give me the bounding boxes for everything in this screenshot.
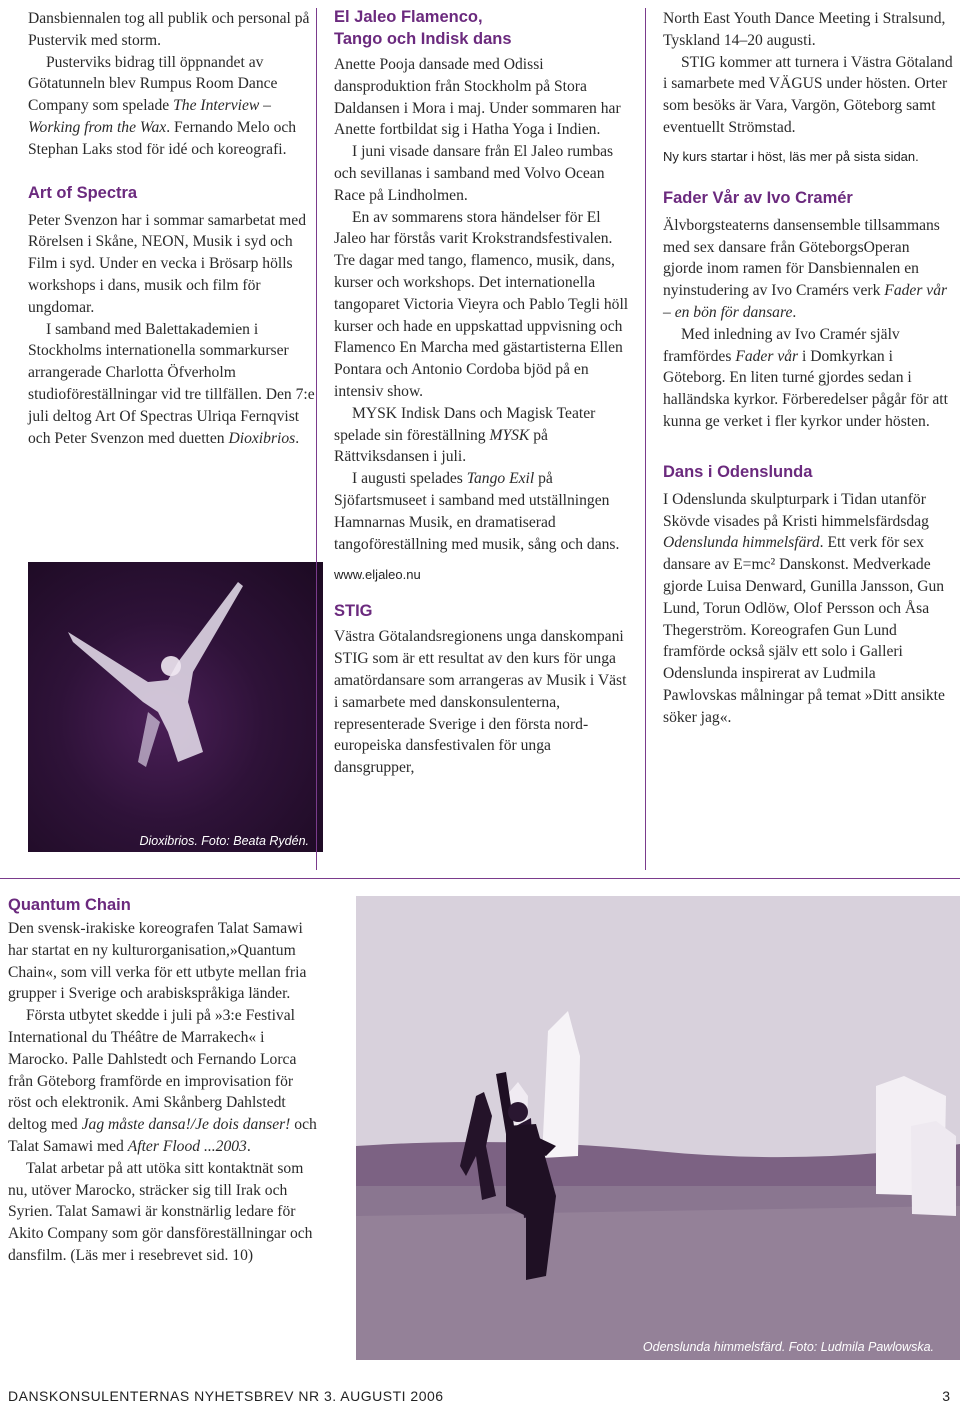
course-notice: Ny kurs startar i höst, läs mer på sista sidan. <box>663 148 919 164</box>
odenslunda-caption: Odenslunda himmelsfärd. Foto: Ludmila Pawlowska. <box>642 1340 934 1354</box>
footer-publication: DANSKONSULENTERNAS NYHETSBREV NR 3. AUGUSTI 2006 <box>8 1388 444 1404</box>
column-1 <box>28 8 324 449</box>
column-3 <box>663 8 953 729</box>
page-number: 3 <box>942 1388 950 1404</box>
heading-el-jaleo: El Jaleo Flamenco, Tango och Indisk dans <box>334 8 512 48</box>
eljaleo-link[interactable]: www.eljaleo.nu <box>334 567 421 583</box>
art-of-spectra-paragraph-2: I samband med Balettakademien i Stockholms internationella sommarkurser arrangerade Charlotta Öfverholm studioföreställningar vid tre tillfällen. Den 7:e juli deltog Art Of Spectras Ulriqa Fernqvist och Peter Svenzon med duetten Dioxibrios. <box>28 320 315 447</box>
quantum-chain-paragraph-3: Talat arbetar på att utöka sitt kontaktnät som nu, utöver Marocko, sträcker sig till Irak och Syrien. Talat Samawi är konstnärlig ledare för Akito Company som gör dansföreställningar och dansfilm. (Läs mer i resebrevet sid. 10) <box>8 1159 313 1264</box>
column-divider-1 <box>316 8 317 870</box>
column-2 <box>334 6 632 779</box>
el-jaleo-paragraph-4: MYSK Indisk Dans och Magisk Teater spelade sin föreställning MYSK på Rättviksdansen i juli. <box>334 404 596 466</box>
bottom-column <box>8 894 320 1267</box>
north-east-paragraph: North East Youth Dance Meeting i Stralsund, Tyskland 14–20 augusti. <box>663 10 946 49</box>
rumpus-paragraph: Pusterviks bidrag till öppnandet av Götatunneln blev Rumpus Room Dance Company som spelade The Interview – Working from the Wax. Fernando Melo och Stephan Laks stod för idé och koreografi. <box>28 53 297 158</box>
sculpture-park-image <box>356 896 960 1360</box>
heading-art-of-spectra: Art of Spectra <box>28 183 138 202</box>
odenslunda-photo <box>356 896 960 1360</box>
odenslunda-paragraph: I Odenslunda skulpturpark i Tidan utanför Skövde visades på Kristi himmelsfärdsdag Odenslunda himmelsfärd. Ett verk för sex dansare av E=mc² Danskonst. Medverkade gjorde Luisa Denward, Gunilla Jansson, Gun Lund, Torun Odlöw, Olof Persson och Åsa Thegerström. Koreografen Gun Lund framförde också själv ett solo i Galleri Odenslunda inspirerat av Ludmila Pawlovskas målningar på temat »Ditt ansikte söker jag«. <box>663 490 945 726</box>
fader-var-paragraph-1: Älvborgsteaterns dansensemble tillsammans med sex dansare från GöteborgsOperan gjorde inom ramen för Dansbiennalen en nyinstudering av Ivo Cramérs verk Fader vår – en bön för dansare. <box>663 216 948 321</box>
dioxibrios-photo <box>28 562 323 852</box>
dancer-silhouette-image <box>28 562 323 852</box>
art-of-spectra-paragraph-1: Peter Svenzon har i sommar samarbetat med Rörelsen i Skåne, NEON, Musik i syd och Film i syd. Under en vecka i Brösarp hölls workshops i dans, musik och film för ungdomar. <box>28 211 306 316</box>
stig-tour-paragraph: STIG kommer att turnera i Västra Götaland i samarbete med VÄGUS under hösten. Orter som besöks är Vara, Vargön, Göteborg samt eventuellt Strömstad. <box>663 53 953 136</box>
stig-paragraph: Västra Götalandsregionens unga danskompani STIG som är ett resultat av den kurs för unga amatördansare som arrangeras av Musik i Väst i samarbete med danskonsulenterna, representerade Sverige i den första nord-europeiska dansfestivalen för unga dansgrupper, <box>334 628 627 777</box>
el-jaleo-paragraph-2: I juni visade dansare från El Jaleo rumbas och sevillanas i samband med Volvo Ocean Race på Lindholmen. <box>334 143 614 204</box>
quantum-chain-paragraph-1: Den svensk-irakiske koreografen Talat Samawi har startat en ny kulturorganisation,»Quantum Chain«, som vill verka för ett utbyte mellan fria grupper i Sverige och arabiskspråkiga länder. <box>8 920 307 1003</box>
el-jaleo-paragraph-1: Anette Pooja dansade med Odissi dansproduktion från Stockholm på Stora Daldansen i Mora i maj. Under sommaren har Anette fortbildat sig i Hatha Yoga i Indien. <box>334 56 621 139</box>
el-jaleo-paragraph-3: En av sommarens stora händelser för El Jaleo har förstås varit Krokstrandsfestivalen. Tre dagar med tango, flamenco, musik, dans, kurser och workshops. Det internationella tangoparet Victoria Vieyra och Pablo Tegli höll kurser och hade en uppskattad uppvisning och Flamenco En Marcha med gästartisterna Ellen Pontara och Antonio Cordoba bjöd på en intensiv show. <box>334 208 629 400</box>
el-jaleo-paragraph-5: I augusti spelades Tango Exil på Sjöfartsmuseet i samband med utställningen Hamnarnas Musik, en dramatiserad tangoföreställning med musik, sång och dans. <box>334 470 620 553</box>
quantum-chain-paragraph-2: Första utbytet skedde i juli på »3:e Festival International du Théâtre de Marrakech« i Marocko. Palle Dahlstedt och Fernando Lorca från Göteborg framförde en improvisation för röst och elektronik. Ami Skånberg Dahlstedt deltog med Jag måste dansa!/Je dois danser! och Talat Samawi med After Flood ...2003. <box>8 1007 317 1155</box>
heading-fader-var: Fader Vår av Ivo Cramér <box>663 188 853 207</box>
heading-stig: STIG <box>334 602 373 621</box>
horizontal-divider <box>0 878 960 879</box>
column-divider-2 <box>645 8 646 870</box>
dioxibrios-caption: Dioxibrios. Foto: Beata Rydén. <box>139 834 309 848</box>
heading-quantum-chain: Quantum Chain <box>8 896 131 914</box>
fader-var-paragraph-2: Med inledning av Ivo Cramér själv framfördes Fader vår i Domkyrkan i Göteborg. En liten turné gjordes sedan i halländska kyrkor. Förberedelser pågår för att kunna ge verket i fler kyrkor under hösten. <box>663 325 948 430</box>
intro-text: Dansbiennalen tog all publik och personal på Pustervik med storm. <box>28 10 310 49</box>
heading-dans-i-odenslunda: Dans i Odenslunda <box>663 462 813 481</box>
